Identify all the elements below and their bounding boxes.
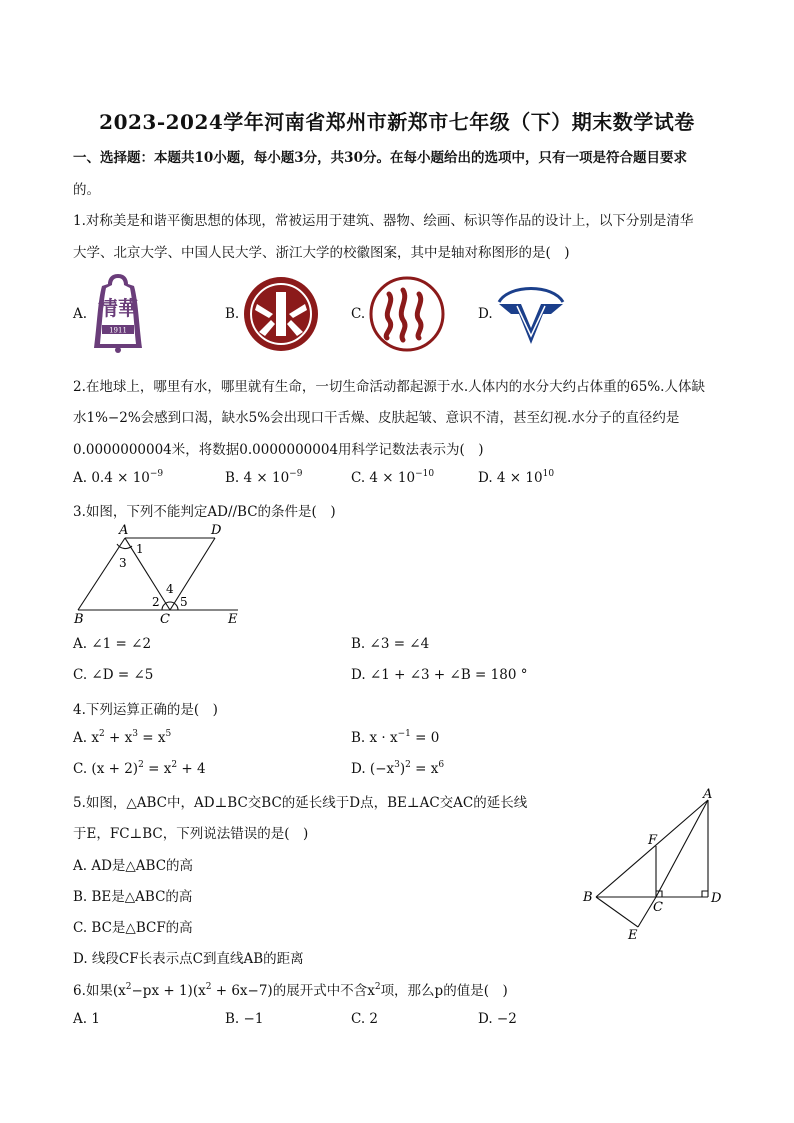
q4-option-b: B. $x \cdot x^{-1} = 0$ — [351, 729, 440, 746]
q2-option-c: C. $4 \times 10^{-10}$ — [351, 469, 435, 486]
q3-figure — [70, 522, 250, 626]
q4-option-d: D. $(-x^3)^2 = x^6$ — [351, 760, 445, 777]
q5-stem-line2: 于E，FC⊥BC，下列说法错误的是( ) — [73, 826, 309, 842]
q3-label-e: E — [228, 612, 238, 626]
q3-angle-5: 5 — [180, 595, 188, 609]
logo-year: 1911 — [109, 326, 127, 335]
q4-option-a: A. $x^2 + x^3 = x^5$ — [73, 729, 172, 746]
q2-option-a: A. $0.4 \times 10^{-9}$ — [73, 469, 164, 486]
q5-label-c: C — [653, 900, 663, 915]
q4-option-c: C. $(x + 2)^2 = x^2 + 4$ — [73, 760, 206, 777]
q3-stem: 3.如图，下列不能判定AD//BC的条件是( ) — [73, 504, 336, 520]
q6-option-d: D. −2 — [478, 1011, 517, 1027]
q6-option-b: B. −1 — [225, 1011, 264, 1027]
q3-angle-3: 3 — [119, 556, 127, 570]
q3-option-b: B. ∠3 = ∠4 — [351, 636, 430, 652]
q1-option-d-label: D. — [478, 306, 493, 322]
q1-option-c-label: C. — [351, 306, 366, 322]
q5-option-d: D. 线段CF长表示点C到直线AB的距离 — [73, 951, 304, 967]
q1-stem-line2: 大学、北京大学、中国人民大学、浙江大学的校徽图案，其中是轴对称图形的是( ) — [73, 245, 570, 261]
q5-option-b: B. BE是△ABC的高 — [73, 889, 193, 905]
q3-angle-2: 2 — [152, 595, 160, 609]
tsinghua-logo — [88, 270, 148, 354]
q6-option-c: C. 2 — [351, 1011, 379, 1027]
q2-stem-line1: 2.在地球上，哪里有水，哪里就有生命，一切生命活动都起源于水.人体内的水分大约占体重的65%.人体缺 — [73, 379, 705, 395]
q3-label-c: C — [160, 612, 170, 626]
q3-label-d: D — [211, 523, 222, 538]
q3-label-b: B — [74, 612, 84, 626]
q5-option-a: A. AD是△ABC的高 — [73, 858, 194, 874]
q5-label-a: A — [703, 787, 713, 802]
page-title: 2023-2024学年河南省郑州市新郑市七年级（下）期末数学试卷 — [99, 110, 695, 134]
zhejiang-logo — [495, 280, 567, 346]
q3-angle-4: 4 — [166, 582, 174, 596]
q3-label-a: A — [119, 523, 129, 538]
q5-option-c: C. BC是△BCF的高 — [73, 920, 193, 936]
q5-label-e: E — [628, 928, 638, 943]
renmin-logo — [369, 276, 445, 352]
section-heading-line2: 的。 — [73, 182, 100, 198]
q5-figure — [578, 784, 728, 944]
q5-label-b: B — [583, 890, 593, 905]
q1-option-b-label: B. — [225, 306, 240, 322]
q1-option-a-label: A. — [73, 306, 88, 322]
section-heading-line1: 一、选择题：本题共10小题，每小题3分，共30分。在每小题给出的选项中，只有一项是符合题目要求 — [73, 150, 687, 166]
q5-label-f: F — [648, 833, 658, 848]
q2-stem-line3: 0.0000000004米，将数据0.0000000004用科学记数法表示为( ) — [73, 442, 484, 458]
q3-option-d: D. ∠1 + ∠3 + ∠B = 180 ° — [351, 667, 528, 683]
q6-stem: 6.如果$(x^2-px + 1)(x^2 + 6x-7)$的展开式中不含$x^2$项，那么p的值是( ) — [73, 982, 508, 999]
q4-stem: 4.下列运算正确的是( ) — [73, 702, 218, 718]
q1-stem-line1: 1.对称美是和谐平衡思想的体现，常被运用于建筑、器物、绘画、标识等作品的设计上，以下分别是清华 — [73, 213, 694, 229]
svg-text:清華: 清華 — [98, 296, 138, 320]
q2-option-d: D. $4 \times 10^{10}$ — [478, 469, 555, 486]
q2-option-b: B. $4 \times 10^{-9}$ — [225, 469, 303, 486]
q5-label-d: D — [711, 891, 722, 906]
q3-option-a: A. ∠1 = ∠2 — [73, 636, 152, 652]
q3-angle-1: 1 — [136, 542, 144, 556]
q2-stem-line2: 水1%−2%会感到口渴，缺水5%会出现口干舌燥、皮肤起皱、意识不清，甚至幻视.水分子的直径约是 — [73, 410, 680, 426]
q5-stem-line1: 5.如图，△ABC中，AD⊥BC交BC的延长线于D点，BE⊥AC交AC的延长线 — [73, 795, 528, 811]
q3-option-c: C. ∠D = ∠5 — [73, 667, 154, 683]
q6-option-a: A. 1 — [73, 1011, 100, 1027]
peking-logo — [243, 276, 319, 352]
